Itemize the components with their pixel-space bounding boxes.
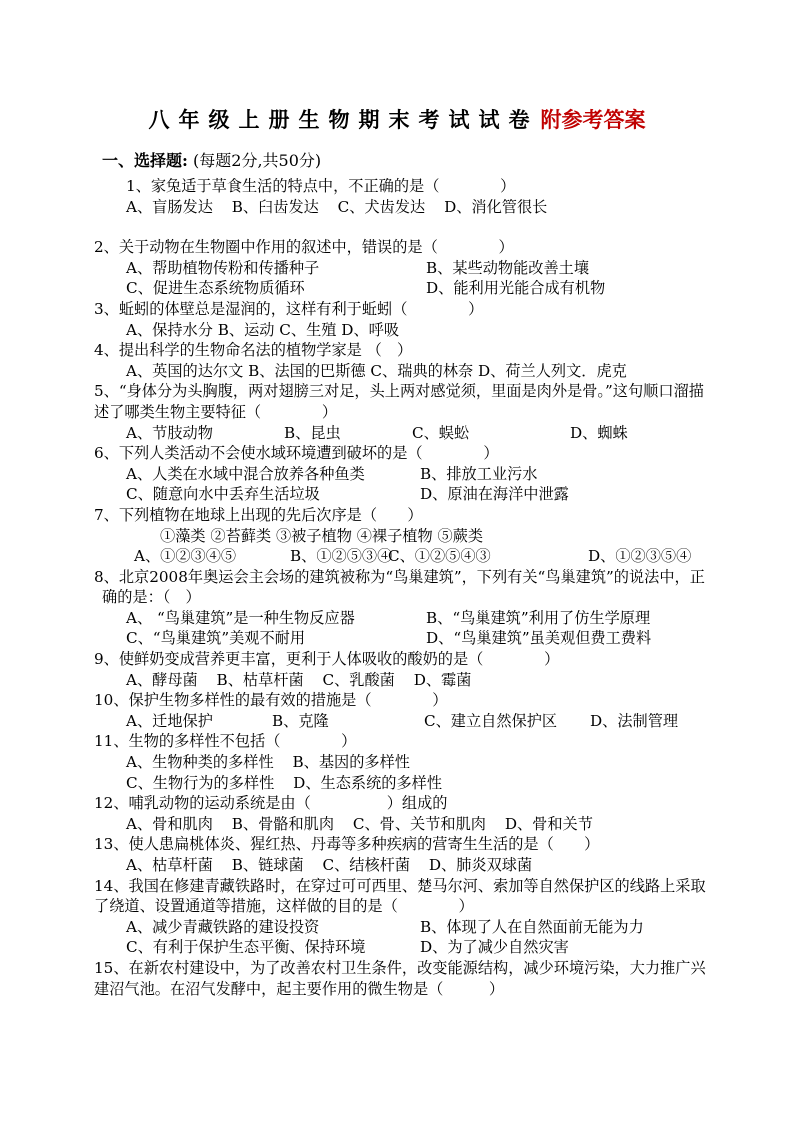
option-d: D、能利用光能合成有机物 — [426, 279, 606, 298]
question-items: ①藻类 ②苔藓类 ③被子植物 ④裸子植物 ⑤蕨类 — [160, 526, 484, 545]
section-heading — [102, 148, 321, 171]
option-a: A、枯草杆菌 — [126, 856, 213, 874]
option-c: C、①②⑤④③ — [388, 547, 491, 566]
option-row — [94, 628, 706, 649]
option-a: A、盲肠发达 — [126, 197, 213, 216]
option-row — [94, 546, 706, 567]
question-15 — [94, 958, 706, 999]
option-row — [94, 773, 706, 794]
question-stem: 1、家兔适于草食生活的特点中，不正确的是（ ） — [126, 177, 516, 195]
title-main: 八年级上册生物期末考试试卷 — [148, 107, 539, 132]
question-stem: 11、生物的多样性不包括（ ） — [94, 732, 357, 751]
question-5 — [94, 381, 706, 443]
question-stem: 3、蚯蚓的体壁总是湿润的，这样有利于蚯蚓（ ） — [94, 299, 484, 318]
option-row — [94, 197, 706, 218]
question-7 — [94, 505, 706, 567]
question-8 — [94, 567, 706, 649]
option-d: D、骨和关节 — [504, 814, 593, 833]
question-9 — [94, 649, 706, 690]
option-c: C、有利于保护生态平衡、保持环境 — [126, 938, 366, 957]
option-a: A、迁地保护 — [126, 711, 213, 730]
question-stem: 10、保护生物多样性的最有效的措施是（ ） — [94, 691, 448, 710]
question-11 — [94, 731, 706, 793]
option-row — [94, 752, 706, 773]
option-c: C、蜈蚣 — [412, 423, 470, 442]
option-b: B、链球菌 — [231, 856, 304, 874]
section-title: 一、选择题: — [102, 151, 188, 170]
option-a: A、节肢动物 — [126, 423, 213, 442]
question-12 — [94, 793, 706, 834]
option-c: C、犬齿发达 — [337, 197, 426, 216]
question-2 — [94, 237, 706, 299]
option-c: C、建立自然保护区 — [424, 711, 558, 730]
question-stem: 9、使鲜奶变成营养更丰富，更利于人体吸收的酸奶的是（ ） — [94, 650, 560, 669]
question-stem: 7、下列植物在地球上出现的先后次序是（ ） — [94, 505, 423, 524]
option-a: A、骨和肌肉 — [126, 814, 213, 833]
option-row — [94, 711, 706, 732]
question-3 — [94, 299, 706, 340]
option-a: A、生物种类的多样性 — [126, 753, 274, 772]
option-b: B、基因的多样性 — [292, 753, 410, 772]
question-stem: 6、下列人类活动不会使水域环境遭到破坏的是（ ） — [94, 444, 499, 463]
question-stem: 12、哺乳动物的运动系统是由（ ）组成的 — [94, 794, 448, 813]
question-stem: 5、“身体分为头胸腹，两对翅膀三对足，头上两对感觉须，里面是肉外是骨。”这句顺口溜描述了哪类生物主要特征（ ） — [94, 382, 704, 421]
option-d: D、为了减少自然灾害 — [420, 938, 569, 957]
option-a: A、帮助植物传粉和传播种子 — [126, 258, 320, 277]
option-c: C、结核杆菌 — [322, 856, 411, 874]
question-6 — [94, 443, 706, 505]
exam-title — [0, 104, 794, 134]
option-a: A、①②③④⑤ — [134, 547, 237, 566]
option-row — [94, 464, 706, 485]
option-row — [94, 917, 706, 938]
option-b: B、体现了人在自然面前无能为力 — [420, 917, 644, 936]
option-b: B、“鸟巢建筑”利用了仿生学原理 — [426, 608, 651, 627]
option-row — [94, 814, 706, 835]
option-row — [94, 258, 706, 279]
option-row — [94, 937, 706, 958]
question-list — [94, 176, 706, 999]
option-a: A、人类在水域中混合放养各种鱼类 — [126, 464, 365, 483]
option-a: A、减少青藏铁路的建设投资 — [126, 917, 320, 936]
option-d: D、蜘蛛 — [570, 423, 628, 442]
option-row — [94, 423, 706, 444]
option-d: D、“鸟巢建筑”虽美观但费工费料 — [426, 629, 652, 648]
answer-note: 附参考答案 — [540, 107, 646, 132]
question-stem: 4、提出科学的生物命名法的植物学家是 （ ） — [94, 341, 413, 360]
option-b: B、臼齿发达 — [231, 197, 319, 216]
option-a: A、 “鸟巢建筑”是一种生物反应器 — [126, 608, 355, 627]
option-b: B、骨骼和肌肉 — [231, 814, 335, 833]
option-row — [94, 855, 706, 876]
option-d: D、肺炎双球菌 — [428, 856, 533, 874]
option-b: B、①②⑤③④ — [290, 547, 393, 566]
option-b: B、枯草杆菌 — [216, 670, 304, 689]
option-c: C、随意向水中丢弃生活垃圾 — [126, 485, 320, 504]
option-c: C、促进生态系统物质循环 — [126, 279, 305, 298]
option-b: B、某些动物能改善土壤 — [426, 258, 590, 277]
option-a: A、酵母菌 — [126, 670, 198, 689]
option-c: C、乳酸菌 — [322, 670, 395, 689]
question-10 — [94, 690, 706, 731]
option-row — [94, 608, 706, 629]
option-c: C、“鸟巢建筑”美观不耐用 — [126, 629, 306, 648]
section-note: (每题2分,共50分) — [193, 151, 322, 170]
option-row — [94, 278, 706, 299]
option-d: D、原油在海洋中泄露 — [420, 485, 569, 504]
option-d: D、霉菌 — [413, 670, 472, 689]
question-4 — [94, 340, 706, 381]
option-d: D、生态系统的多样性 — [293, 773, 443, 792]
option-b: B、昆虫 — [284, 423, 341, 442]
option-row: A、英国的达尔文 B、法国的巴斯德 C、瑞典的林奈 D、荷兰人列文．虎克 — [126, 361, 627, 380]
option-c: C、生物行为的多样性 — [126, 773, 275, 792]
question-stem: 15、在新农村建设中，为了改善农村卫生条件，改变能源结构，减少环境污染，大力推广兴建沼气池。在沼气发酵中，起主要作用的微生物是（ ） — [94, 958, 706, 998]
question-stem: 13、使人患扁桃体炎、猩红热、丹毒等多种疾病的营寄生生活的是（ ） — [94, 835, 600, 854]
option-b: B、排放工业污水 — [420, 464, 538, 483]
question-stem: 14、我国在修建青藏铁路时，在穿过可可西里、楚马尔河、索加等自然保护区的线路上采取了绕道、设置通道等措施，这样做的目的是（ ） — [94, 876, 706, 916]
option-row — [94, 484, 706, 505]
option-d: D、①②③⑤④ — [588, 547, 692, 566]
question-13 — [94, 834, 706, 875]
question-stem: 2、关于动物在生物圈中作用的叙述中，错误的是（ ） — [94, 238, 514, 257]
question-14 — [94, 876, 706, 958]
option-c: C、骨、关节和肌肉 — [352, 814, 486, 833]
option-d: D、消化管很长 — [444, 197, 548, 216]
option-row — [94, 670, 706, 691]
option-row: A、保持水分 B、运动 C、生殖 D、呼吸 — [126, 320, 400, 339]
option-b: B、克隆 — [272, 711, 329, 730]
question-stem: 8、北京2008年奥运会主会场的建筑被称为“鸟巢建筑”，下列有关“鸟巢建筑”的说法中，正确的是：（ ） — [94, 567, 705, 607]
question-1 — [94, 176, 706, 217]
option-d: D、法制管理 — [590, 711, 679, 730]
